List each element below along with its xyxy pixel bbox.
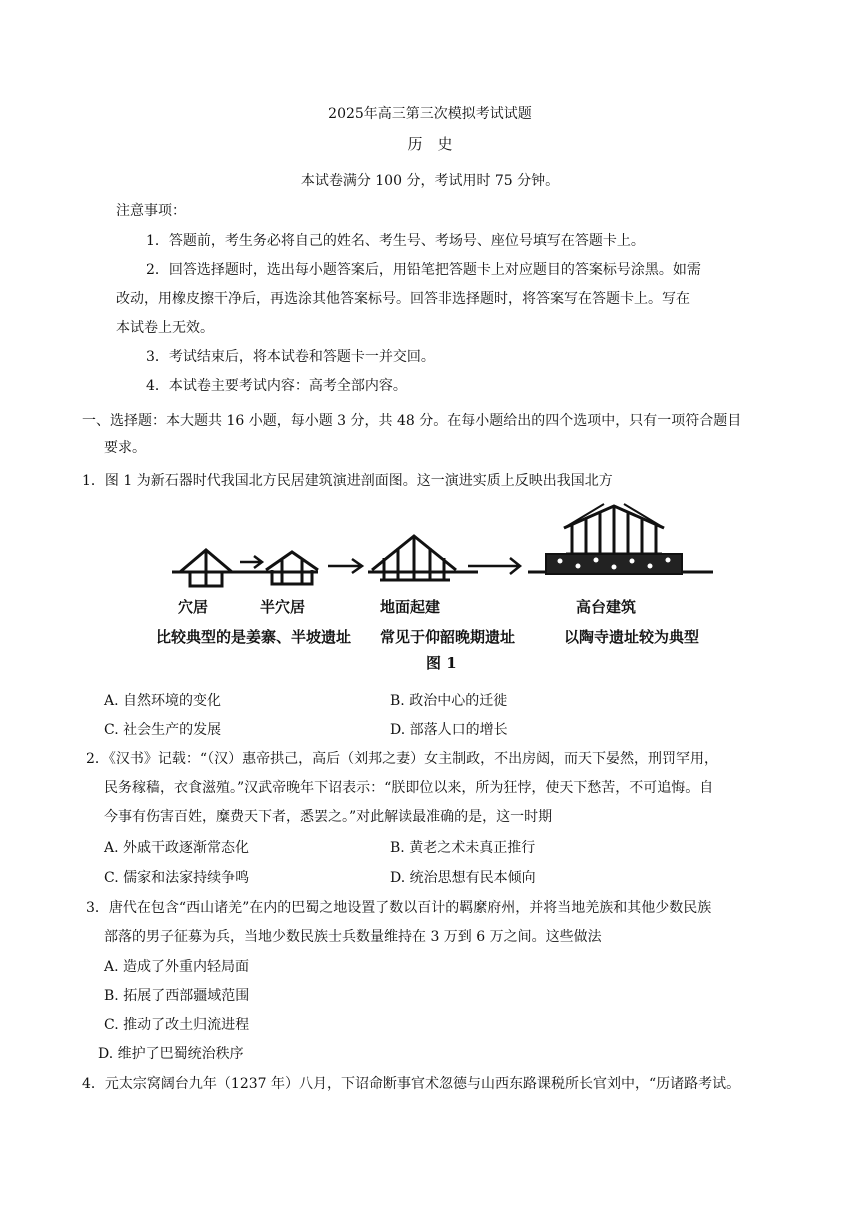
q2-option-a: A. 外戚干政逐渐常态化 (104, 840, 250, 856)
notes-heading: 注意事项： (116, 203, 186, 219)
stage-high-platform-label: 高台建筑 (576, 598, 637, 616)
stage-pit-dwelling-label: 穴居 (178, 598, 209, 616)
figure-number: 图 1 (426, 654, 457, 672)
section-heading-line-1: 一、选择题：本大题共 16 小题，每小题 3 分，共 48 分。在每小题给出的四个选项中，只有一项符合题目 (82, 413, 742, 429)
question-2-line-1: 2．《汉书》记载：“（汉）惠帝拱己，高后（刘邦之妻）女主制政，不出房闼，而天下晏然，刑罚罕用， (86, 751, 719, 767)
q3-option-d: D. 维护了巴蜀统治秩序 (98, 1046, 244, 1062)
q3-option-b: B. 拓展了西部疆域范围 (104, 988, 250, 1004)
question-3-line-2: 部落的男子征募为兵，当地少数民族士兵数量维持在 3 万到 6 万之间。这些做法 (104, 929, 602, 945)
question-4-line-1: 4．元太宗窝阔台九年（1237 年）八月，下诏命断事官术忽德与山西东路课税所长官刘中，“历诸路考试。 (82, 1076, 741, 1092)
dwelling-evolution-diagram (168, 500, 728, 590)
caption-mid: 常见于仰韶晚期遗址 (380, 628, 516, 646)
q2-option-b: B. 黄老之术未真正推行 (390, 840, 536, 856)
score-info: 本试卷满分 100 分，考试用时 75 分钟。 (300, 173, 560, 189)
note-1: 1．答题前，考生务必将自己的姓名、考生号、考场号、座位号填写在答题卡上。 (146, 233, 645, 249)
q3-option-a: A. 造成了外重内轻局面 (104, 959, 250, 975)
subject-title: 历 史 (407, 135, 453, 153)
question-2-line-3: 今事有伤害百姓，糜费天下者，悉罢之。”对此解读最准确的是，这一时期 (104, 809, 553, 825)
q1-option-c: C. 社会生产的发展 (104, 722, 222, 738)
stage-semi-pit-label: 半穴居 (260, 598, 306, 616)
q1-option-b: B. 政治中心的迁徙 (390, 693, 508, 709)
question-2-line-2: 民务稼穑，衣食滋殖。”汉武帝晚年下诏表示：“朕即位以来，所为狂悖，使天下愁苦，不可追悔。自 (104, 780, 714, 796)
note-4: 4．本试卷主要考试内容：高考全部内容。 (146, 378, 407, 394)
q3-option-c: C. 推动了改土归流进程 (104, 1017, 250, 1033)
note-2-line-3: 本试卷上无效。 (116, 320, 214, 336)
exam-title: 2025年高三第三次模拟考试试题 (328, 106, 532, 122)
q2-option-d: D. 统治思想有民本倾向 (390, 870, 536, 886)
question-3-line-1: 3．唐代在包含“西山诸羌”在内的巴蜀之地设置了数以百计的羁縻府州，并将当地羌族和其他少数民族 (86, 900, 712, 916)
q2-option-c: C. 儒家和法家持续争鸣 (104, 870, 250, 886)
note-2-line-2: 改动，用橡皮擦干净后，再选涂其他答案标号。回答非选择题时，将答案写在答题卡上。写在 (116, 291, 690, 307)
figure-1 (156, 500, 728, 680)
question-1-stem: 1．图 1 为新石器时代我国北方民居建筑演进剖面图。这一演进实质上反映出我国北方 (82, 473, 613, 489)
stage-ground-built-label: 地面起建 (380, 598, 441, 616)
section-heading-line-2: 要求。 (104, 440, 146, 456)
note-3: 3．考试结束后，将本试卷和答题卡一并交回。 (146, 349, 435, 365)
caption-left: 比较典型的是姜寨、半坡遗址 (156, 628, 352, 646)
q1-option-d: D. 部落人口的增长 (390, 722, 508, 738)
q1-option-a: A. 自然环境的变化 (104, 693, 222, 709)
note-2-line-1: 2．回答选择题时，选出每小题答案后，用铅笔把答题卡上对应题目的答案标号涂黑。如需 (146, 262, 701, 278)
caption-right: 以陶寺遗址较为典型 (564, 628, 700, 646)
